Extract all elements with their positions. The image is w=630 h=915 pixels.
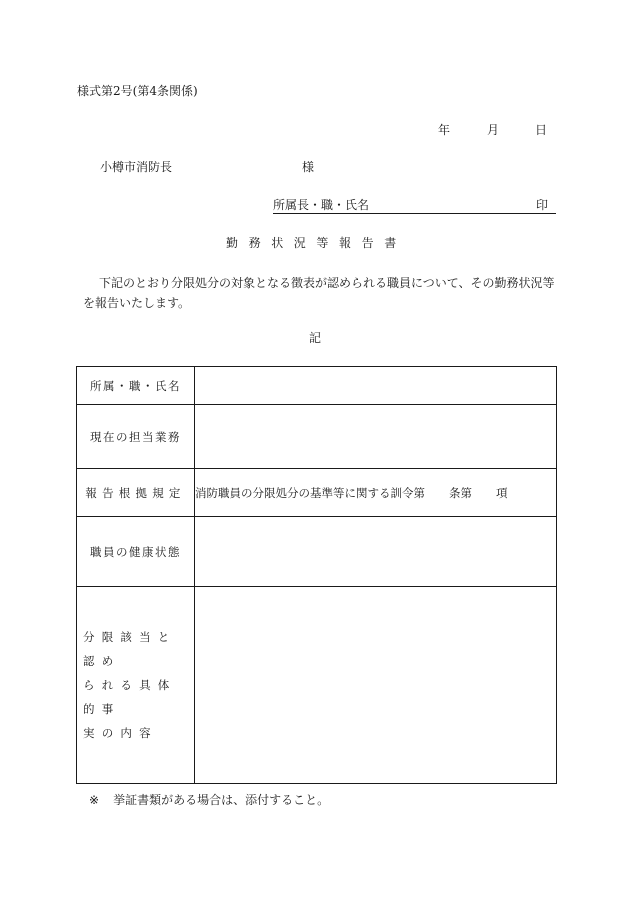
reference-mark: ※ — [89, 793, 100, 807]
report-basis-text: 消防職員の分限処分の基準等に関する訓令第 — [195, 485, 425, 500]
row-label-affiliation: 所属・職・氏名 — [77, 367, 195, 405]
specific-facts-line-1: 分限該当と認め — [83, 630, 177, 668]
row-value-specific-facts[interactable] — [195, 587, 557, 784]
sender-signature-line — [273, 199, 556, 214]
table-row — [77, 405, 557, 469]
report-table — [76, 366, 557, 784]
addressee-name: 小樽市消防長 — [100, 160, 173, 174]
date-year-label: 年 — [438, 123, 451, 137]
date-day-label: 日 — [535, 123, 548, 137]
row-label-report-basis: 報告根拠規定 — [77, 469, 195, 517]
row-label-health-status: 職員の健康状態 — [77, 517, 195, 587]
table-row — [77, 587, 557, 784]
row-label-specific-facts — [77, 587, 195, 784]
report-basis-paragraph: 項 — [496, 485, 508, 500]
row-value-health-status[interactable] — [195, 517, 557, 587]
specific-facts-line-3: 実の内容 — [83, 726, 158, 740]
document-title: 勤務状況等報告書 — [226, 236, 407, 250]
sender-label: 所属長・職・氏名 — [273, 198, 370, 212]
ki-heading: 記 — [309, 331, 322, 345]
report-basis-article: 条第 — [449, 485, 472, 500]
form-number: 様式第2号(第4条関係) — [77, 84, 198, 98]
row-value-affiliation[interactable] — [195, 367, 557, 405]
footnote-text: 挙証書類がある場合は、添付すること。 — [113, 793, 330, 807]
body-text: 下記のとおり分限処分の対象となる徴表が認められる職員について、その勤務状況等を報告いたします。 — [83, 276, 555, 310]
footnote — [89, 794, 329, 806]
seal-mark: 印 — [535, 198, 548, 212]
row-value-current-duties[interactable] — [195, 405, 557, 469]
table-row — [77, 367, 557, 405]
date-month-label: 月 — [487, 123, 500, 137]
addressee-honorific: 様 — [302, 160, 315, 174]
table-row — [77, 469, 557, 517]
row-value-report-basis[interactable] — [195, 469, 557, 517]
table-row — [77, 517, 557, 587]
row-label-current-duties: 現在の担当業務 — [77, 405, 195, 469]
specific-facts-line-2: られる具体的事 — [83, 678, 177, 716]
